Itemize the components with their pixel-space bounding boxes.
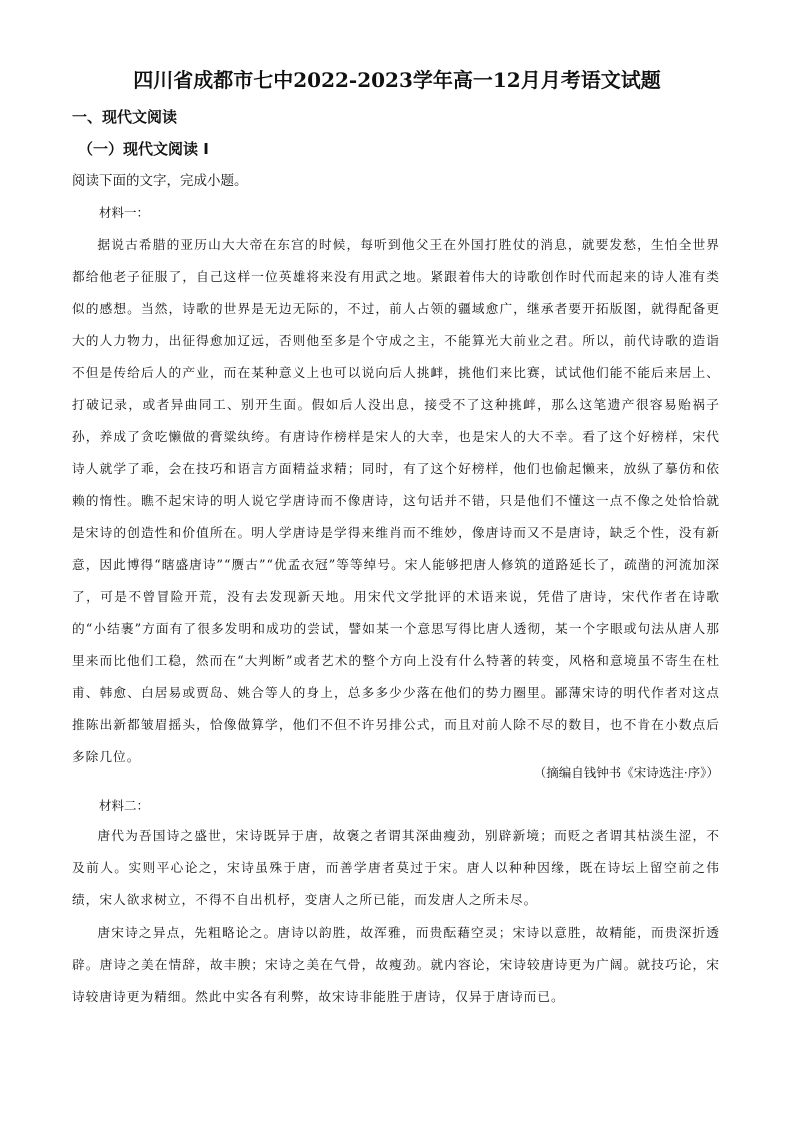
section-heading: 一、现代文阅读	[72, 108, 178, 126]
subsection-heading: （一）现代文阅读 I	[78, 140, 209, 158]
material2-paragraph-1: 唐代为吾国诗之盛世，宋诗既异于唐，故褒之者谓其深曲瘦劲，别辟新境；而贬之者谓其枯淡生涩，不及前人。实则平心论之，宋诗虽殊于唐，而善学唐者莫过于宋。唐人以种种因缘，既在诗坛上留空前之伟绩，宋人欲求树立，不得不自出机杼，变唐人之所已能，而发唐人之所未尽。	[72, 828, 720, 907]
reading-instruction: 阅读下面的文字，完成小题。	[72, 173, 248, 189]
material1-label: 材料一：	[99, 205, 150, 220]
page-title: 四川省成都市七中2022-2023学年高一12月月考语文试题	[133, 68, 661, 92]
material2-paragraph-2: 唐宋诗之异点，先粗略论之。唐诗以韵胜，故浑雅，而贵酝藉空灵；宋诗以意胜，故精能，而贵深折透辟。唐诗之美在情辞，故丰腴；宋诗之美在气骨，故瘦劲。就内容论，宋诗较唐诗更为广阔。就技巧论，宋诗较唐诗更为精细。然此中实各有利弊，故宋诗非能胜于唐诗，仅异于唐诗而已。	[72, 925, 720, 1004]
material1-source: （摘编自钱钟书《宋诗选注·序》）	[533, 765, 719, 780]
material2-label: 材料二：	[99, 798, 150, 813]
material1-paragraph: 据说古希腊的亚历山大大帝在东宫的时候，每听到他父王在外国打胜仗的消息，就要发愁，生怕全世界都给他老子征服了，自己这样一位英雄将来没有用武之地。紧跟着伟大的诗歌创作时代而起来的诗人准有类似的感想。当然，诗歌的世界是无边无际的，不过，前人占领的疆域愈广，继承者要开拓版图，就得配备更大的人力物力，出征得愈加辽远，否则他至多是个守成之主，不能算光大前业之君。所以，前代诗歌的造诣不但是传给后人的产业，而在某种意义上也可以说向后人挑衅，挑他们来比赛，试试他们能不能后来居上、打破记录，或者异曲同工、别开生面。假如后人没出息，接受不了这种挑衅，那么这笔遗产很容易贻祸子孙，养成了贪吃懒做的膏粱纨绔。有唐诗作榜样是宋人的大幸，也是宋人的大不幸。看了这个好榜样，宋代诗人就学了乖，会在技巧和语言方面精益求精；同时，有了这个好榜样，他们也偷起懒来，放纵了摹仿和依赖的惰性。瞧不起宋诗的明人说它学唐诗而不像唐诗，这句话并不错，只是他们不懂这一点不像之处恰恰就是宋诗的创造性和价值所在。明人学唐诗是学得来维肖而不维妙，像唐诗而又不是唐诗，缺乏个性，没有新意，因此博得“瞎盛唐诗”“赝古”“优孟衣冠”等等绰号。宋人能够把唐人修筑的道路延长了，疏凿的河流加深了，可是不曾冒险开荒，没有去发现新天地。用宋代文学批评的术语来说，凭借了唐诗，宋代作者在诗歌的“小结裹”方面有了很多发明和成功的尝试，譬如某一个意思写得比唐人透彻，某一个字眼或句法从唐人那里来而比他们工稳，然而在“大判断”或者艺术的整个方向上没有什么特著的转变，风格和意境虽不寄生在杜甫、韩愈、白居易或贾岛、姚合等人的身上，总多多少少落在他们的势力圈里。鄙薄宋诗的明代作者对这点推陈出新都皱眉摇头，恰像做算学，他们不但不许另排公式，而且对前人除不尽的数目，也不肯在小数点后多除几位。	[72, 237, 720, 764]
